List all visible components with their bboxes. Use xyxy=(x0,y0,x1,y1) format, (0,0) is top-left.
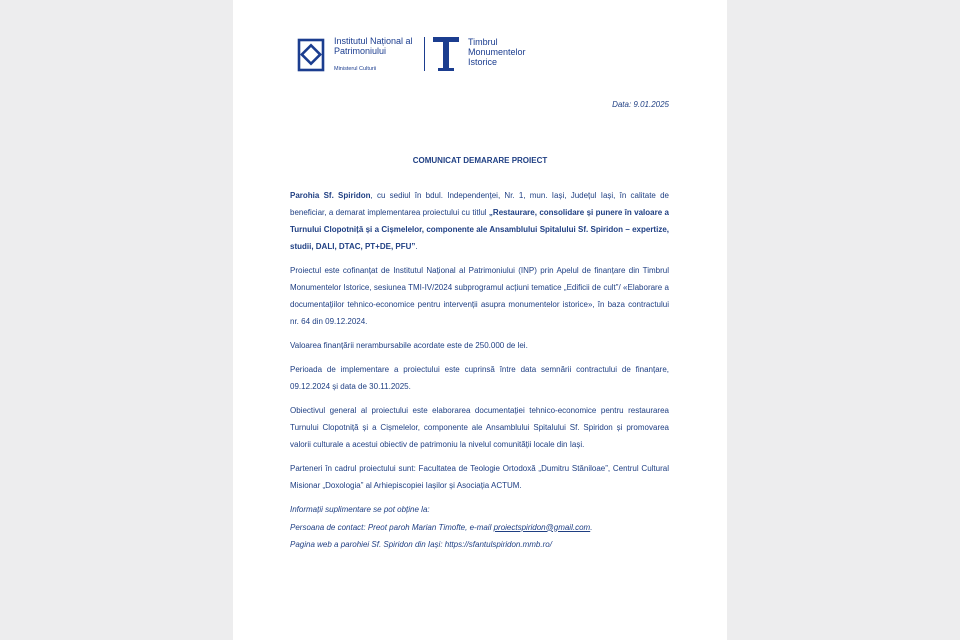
document-body xyxy=(290,187,669,554)
document-page xyxy=(233,0,727,640)
paragraph-period: Perioada de implementare a proiectului este cuprinsă între data semnării contractului de finanțare, 09.12.2024 și data de 30.11.2025. xyxy=(290,365,669,391)
tmi-name-line2: Monumentelor xyxy=(468,47,526,57)
tmi-name-line3: Istorice xyxy=(468,57,498,67)
contact-suffix: . xyxy=(590,522,593,532)
document-date: Data: 9.01.2025 xyxy=(612,100,669,109)
tmi-name-line1: Timbrul xyxy=(468,37,498,47)
inp-ministry: Ministerul Culturii xyxy=(334,66,377,72)
inp-name-line2: Patrimoniului xyxy=(334,46,387,56)
paragraph-funding: Proiectul este cofinanțat de Institutul Național al Patrimoniului (INP) prin Apelul de finanțare din Timbrul Monumentelor Istorice, sesiunea TMI-IV/2024 subprogramul acțiuni tematice „Edificii de cult”/ «Elaborare a documentațiilor tehnico-economice pentru intervenții asupra monumentelor istorice», în baza contractului nr. 64 din 09.12.2024. xyxy=(290,266,669,326)
header-logos xyxy=(297,36,547,76)
inp-name xyxy=(334,36,413,56)
paragraph-value: Valoarea finanțării nerambursabile acordate este de 250.000 de lei. xyxy=(290,341,528,350)
info-block xyxy=(290,501,669,554)
paragraph-partners: Parteneri în cadrul proiectului sunt: Facultatea de Teologie Ortodoxă „Dumitru Stăniloae”, Centrul Cultural Misionar „Doxologia” al Arhiepiscopiei Iașilor și Asociația ACTUM. xyxy=(290,464,669,490)
inp-name-line1: Institutul Național al xyxy=(334,36,413,46)
tmi-name xyxy=(468,37,526,67)
contact-prefix: Persoana de contact: Preot paroh Marian Timofte, e-mail xyxy=(290,522,494,532)
project-title: „Restaurare, consolidare și punere în valoare a Turnului Clopotniță și a Cișmelelor, componente ale Ansamblului Spitalului Sf. Spiridon – expertize, studii, DALI, DTAC, PT+DE, PFU” xyxy=(290,208,669,251)
intro-end: . xyxy=(415,242,418,251)
paragraph-intro xyxy=(290,187,669,255)
document-title: COMUNICAT DEMARARE PROIECT xyxy=(412,156,548,165)
tmi-logo-icon xyxy=(433,37,459,71)
email-link[interactable]: proiectspiridon@gmail.com xyxy=(493,522,591,532)
contact-line xyxy=(290,519,669,537)
logo-divider xyxy=(424,37,425,71)
web-line: Pagina web a parohiei Sf. Spiridon din Iași: https://sfantulspiridon.mmb.ro/ xyxy=(290,540,552,549)
intro-text: , cu sediul în bdul. Independenței, Nr. 1, mun. Iași, Județul Iași, în calitate de beneficiar, a demarat implementarea proiectului cu titlul xyxy=(290,191,670,217)
paragraph-objective: Obiectivul general al proiectului este elaborarea documentației tehnico-economice pentru restaurarea Turnului Clopotniță și a Cișmelelor, componente ale Ansamblului Spitalului Sf. Spiridon și promovarea valorii culturale a acestui obiectiv de patrimoniu la nivelul comunității locale din Iași. xyxy=(290,406,669,449)
beneficiary-name: Parohia Sf. Spiridon xyxy=(290,191,371,200)
inp-logo-icon xyxy=(297,38,325,72)
info-line: Informații suplimentare se pot obține la: xyxy=(290,505,430,514)
